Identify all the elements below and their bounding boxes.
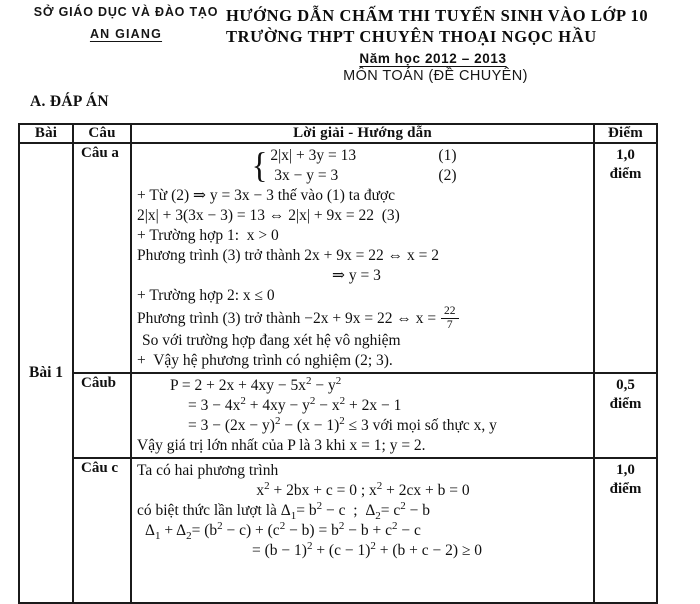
equation-system [137, 146, 589, 186]
system-equations [270, 146, 474, 186]
solution-line: Vậy giá trị lớn nhất của P là 3 khi x = 1; y = 2. [137, 437, 426, 454]
score-text: 0,5 [616, 377, 635, 393]
solution-line [137, 306, 589, 331]
score-text: điểm [609, 481, 642, 497]
solution-line: + Trường hợp 1: x > 0 [137, 227, 279, 244]
system-brace: { [251, 146, 268, 186]
school-year-line [226, 51, 700, 66]
table-row [19, 373, 657, 458]
solution-line: Ta có hai phương trình [137, 462, 279, 479]
solution-line: ⇒ y = 3 [332, 267, 381, 284]
column-header-cau: Câu [73, 124, 131, 143]
cau-cell: Câu c [73, 458, 131, 603]
solution-cell [131, 373, 594, 458]
school-year: Năm học 2012 – 2013 [359, 51, 507, 66]
equation-row [270, 166, 474, 186]
solution-line: + Vậy hệ phương trình có nghiệm (2; 3). [137, 352, 393, 369]
score-text: điểm [609, 166, 642, 182]
solution-line: $P = 2 + 2x + 4xy - 5x^2 - y^2$ [170, 374, 342, 394]
issuing-authority-block [28, 5, 224, 84]
section-label: A. ĐÁP ÁN [30, 93, 109, 110]
table-header-row [19, 124, 657, 143]
score-cell [594, 373, 657, 458]
answer-key-table [18, 123, 658, 604]
equation-number: (2) [438, 167, 457, 184]
table-row [19, 143, 657, 373]
score-cell [594, 458, 657, 603]
table-row [19, 458, 657, 603]
equation-row [270, 146, 474, 166]
document-title-line1: HƯỚNG DẪN CHẤM THI TUYỂN SINH VÀO LỚP 10 [226, 6, 649, 25]
score-text: điểm [609, 396, 642, 412]
column-header-bai: Bài [19, 124, 73, 143]
solution-line: $\Delta_1 + \Delta_2= (b^2 - c) + (c^2 - b) = b^2 - b + c^2 - c$ [145, 519, 421, 543]
cau-cell: Câu a [73, 143, 131, 373]
solution-text: Phương trình (3) trở thành −2x + 9x = 22 ⇔ x = [137, 309, 441, 327]
solution-cell [131, 143, 594, 373]
solution-line: = $3 - (2x - y)^2 - (x - 1)^2 \le 3$ với mọi số thực x, y [188, 414, 497, 434]
province-name: AN GIANG [89, 27, 163, 41]
solution-line: $x^2 + 2bx + c = 0$ ; $x^2 + 2cx + b = 0$ [256, 479, 470, 499]
document-title-block [224, 5, 700, 84]
solution-cell [131, 458, 594, 603]
bai-cell: Bài 1 [19, 143, 73, 603]
department-name: SỞ GIÁO DỤC VÀ ĐÀO TẠO [33, 5, 219, 19]
equation-text: 2|x| + 3y = 13 [270, 147, 357, 164]
column-header-loigiai: Lời giải - Hướng dẫn [131, 124, 594, 143]
fraction-numerator: 22 [441, 306, 459, 320]
equation-number: (1) [438, 147, 457, 164]
solution-line: = $3 - 4x^2 + 4xy - y^2 - x^2 + 2x - 1$ [188, 394, 402, 414]
equation-text: 3x − y = 3 [270, 167, 339, 184]
cau-cell: Câub [73, 373, 131, 458]
score-text: 1,0 [616, 147, 635, 163]
score-cell [594, 143, 657, 373]
score-text: 1,0 [616, 462, 635, 478]
document-header [0, 0, 700, 84]
fraction [441, 306, 459, 332]
solution-line: có biệt thức lần lượt là $\Delta_1= b^2 - c$ ; $\Delta_2= c^2 - b$ [137, 499, 431, 523]
solution-line: So với trường hợp đang xét hệ vô nghiệm [142, 332, 401, 349]
solution-line: 2|x| + 3(3x − 3) = 13 ⇔ 2|x| + 9x = 22 (3) [137, 207, 400, 224]
fraction-denominator: 7 [446, 319, 453, 331]
document-title-line2: TRƯỜNG THPT CHUYÊN THOẠI NGỌC HẦU [226, 27, 597, 46]
solution-line: + Từ (2) ⇒ y = 3x − 3 thế vào (1) ta được [137, 187, 396, 204]
solution-line: Phương trình (3) trở thành 2x + 9x = 22 ⇔ x = 2 [137, 247, 440, 264]
solution-line: = $(b - 1)^2 + (c - 1)^2 + (b + c - 2) \ge 0$ [252, 539, 483, 559]
solution-line: + Trường hợp 2: x ≤ 0 [137, 287, 275, 304]
subject-line: MÔN TOÁN (ĐỀ CHUYÊN) [343, 68, 528, 84]
column-header-diem: Điểm [594, 124, 657, 143]
